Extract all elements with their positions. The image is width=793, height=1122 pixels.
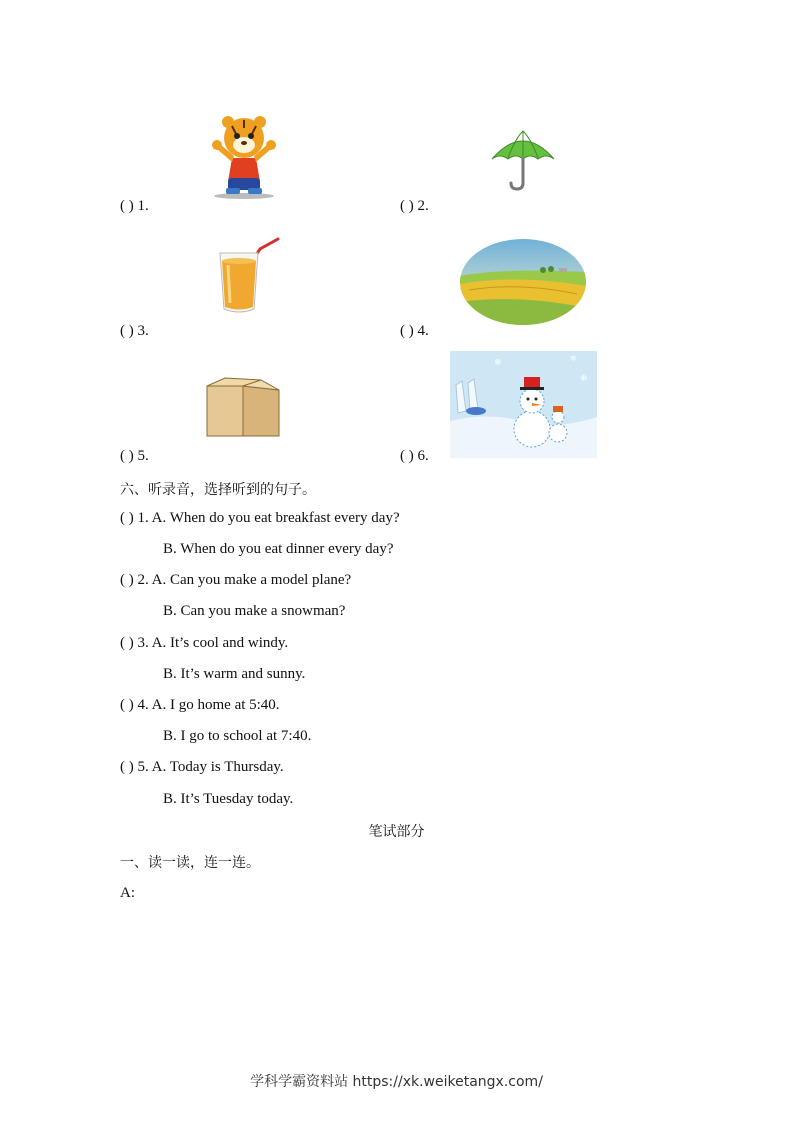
question-1-option-b: B. When do you eat dinner every day? bbox=[163, 541, 394, 557]
picture-item-6-label: ( ) 6. bbox=[400, 448, 429, 464]
snowman-image bbox=[450, 351, 597, 458]
picture-item-4-label: ( ) 4. bbox=[400, 323, 429, 339]
section1-title: 一、读一读，连一连。 bbox=[120, 855, 260, 871]
picture-item-3-label: ( ) 3. bbox=[120, 323, 149, 339]
juice-image bbox=[216, 237, 282, 315]
field-landscape-image bbox=[459, 238, 587, 326]
picture-item-5-label: ( ) 5. bbox=[120, 448, 149, 464]
juice-glass-icon bbox=[216, 237, 282, 315]
box-icon bbox=[205, 376, 281, 438]
written-part-title: 笔试部分 bbox=[368, 824, 425, 840]
question-1-option-a: ( ) 1. A. When do you eat breakfast every day? bbox=[120, 510, 400, 526]
snowman-scene-image bbox=[450, 351, 597, 458]
question-3-option-b: B. It’s warm and sunny. bbox=[163, 666, 306, 682]
field-image bbox=[459, 238, 587, 326]
svg-text:❄: ❄ bbox=[494, 358, 502, 368]
question-4-option-a: ( ) 4. A. I go home at 5:40. bbox=[120, 697, 280, 713]
umbrella-icon bbox=[490, 127, 556, 191]
question-4-option-b: B. I go to school at 7:40. bbox=[163, 728, 312, 744]
question-5-option-b: B. It’s Tuesday today. bbox=[163, 791, 294, 807]
tiger-image bbox=[206, 112, 282, 200]
section6-title: 六、听录音，选择听到的句子。 bbox=[120, 482, 316, 498]
svg-text:❄: ❄ bbox=[580, 374, 588, 384]
picture-item-1-label: ( ) 1. bbox=[120, 198, 149, 214]
question-3-option-a: ( ) 3. A. It’s cool and windy. bbox=[120, 635, 289, 651]
box-image bbox=[205, 376, 281, 438]
picture-item-2-label: ( ) 2. bbox=[400, 198, 429, 214]
question-2-option-a: ( ) 2. A. Can you make a model plane? bbox=[120, 572, 352, 588]
part-a-label: A: bbox=[120, 885, 135, 901]
svg-text:❄: ❄ bbox=[570, 354, 577, 363]
question-2-option-b: B. Can you make a snowman? bbox=[163, 603, 346, 619]
question-5-option-a: ( ) 5. A. Today is Thursday. bbox=[120, 759, 284, 775]
tiger-icon bbox=[206, 112, 282, 200]
footer-source: 学科学霸资料站 https://xk.weiketangx.com/ bbox=[250, 1074, 543, 1090]
umbrella-image bbox=[490, 127, 556, 191]
